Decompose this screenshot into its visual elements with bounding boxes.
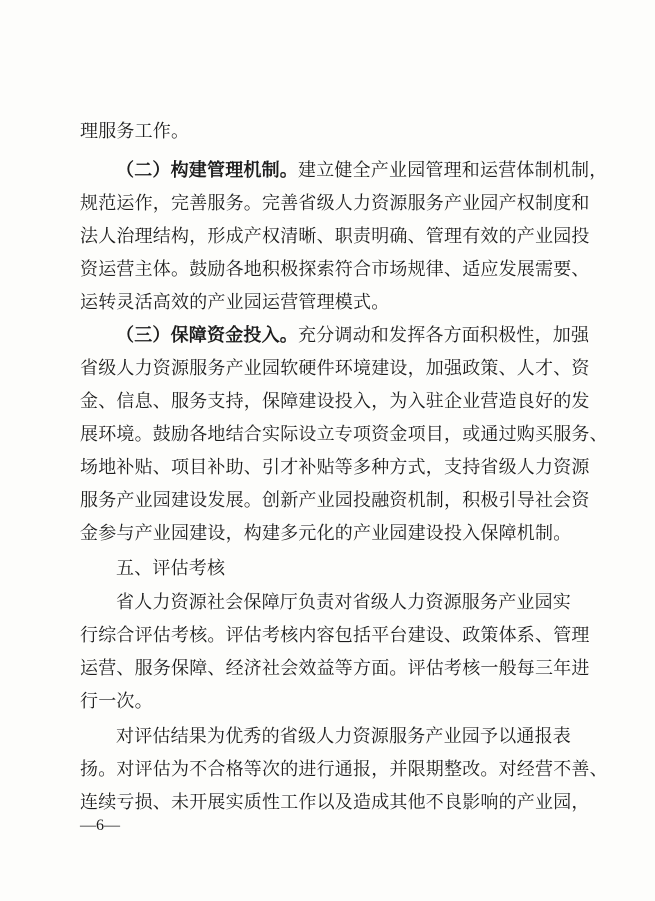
section-heading-funding: （三）保障资金投入。 (116, 325, 298, 346)
paragraph-line (80, 156, 608, 186)
paragraph-line (80, 321, 590, 351)
text-line: 扬。对评估为不合格等次的进行通报，并限期整改。对经营不善、 (80, 759, 608, 780)
text-line: 运转灵活高效的产业园运营管理模式。 (80, 292, 390, 313)
text-line: 对评估结果为优秀的省级人力资源服务产业园予以通报表 (116, 726, 571, 747)
text-line: 服务产业园建设发展。创新产业园投融资机制，积极引导社会资 (80, 490, 590, 511)
text-line: 场地补贴、项目补助、引才补贴等多种方式，支持省级人力资源 (80, 457, 590, 478)
text-line: 规范运作，完善服务。完善省级人力资源服务产业园产权制度和 (80, 193, 590, 214)
text-line: 展环境。鼓励各地结合实际设立专项资金项目，或通过购买服务、 (80, 424, 608, 445)
section-heading-management: （二）构建管理机制。 (116, 160, 298, 181)
page-number: —6— (80, 817, 120, 834)
text-line: 法人治理结构，形成产权清晰、职责明确、管理有效的产业园投 (80, 226, 590, 247)
text-line: 金参与产业园建设，构建多元化的产业园建设投入保障机制。 (80, 523, 572, 544)
text-line: 行综合评估考核。评估考核内容包括平台建设、政策体系、管理 (80, 625, 590, 646)
text-line: 运营、服务保障、经济社会效益等方面。评估考核一般每三年进 (80, 658, 590, 679)
text-line: 行一次。 (80, 691, 153, 712)
text-segment: 建立健全产业园管理和运营体制机制， (298, 160, 608, 181)
section-heading-evaluation: 五、评估考核 (116, 558, 226, 579)
text-line: 理服务工作。 (80, 121, 190, 142)
text-line: 省人力资源社会保障厅负责对省级人力资源服务产业园实 (116, 592, 571, 613)
text-line: 资运营主体。鼓励各地积极探索符合市场规律、适应发展需要、 (80, 259, 590, 280)
text-line: 省级人力资源服务产业园软硬件环境建设，加强政策、人才、资 (80, 358, 590, 379)
text-segment: 充分调动和发挥各方面积极性，加强 (298, 325, 590, 346)
text-line: 金、信息、服务支持，保障建设投入，为入驻企业营造良好的发 (80, 391, 590, 412)
text-line: 连续亏损、未开展实质性工作以及造成其他不良影响的产业园， (80, 792, 590, 813)
